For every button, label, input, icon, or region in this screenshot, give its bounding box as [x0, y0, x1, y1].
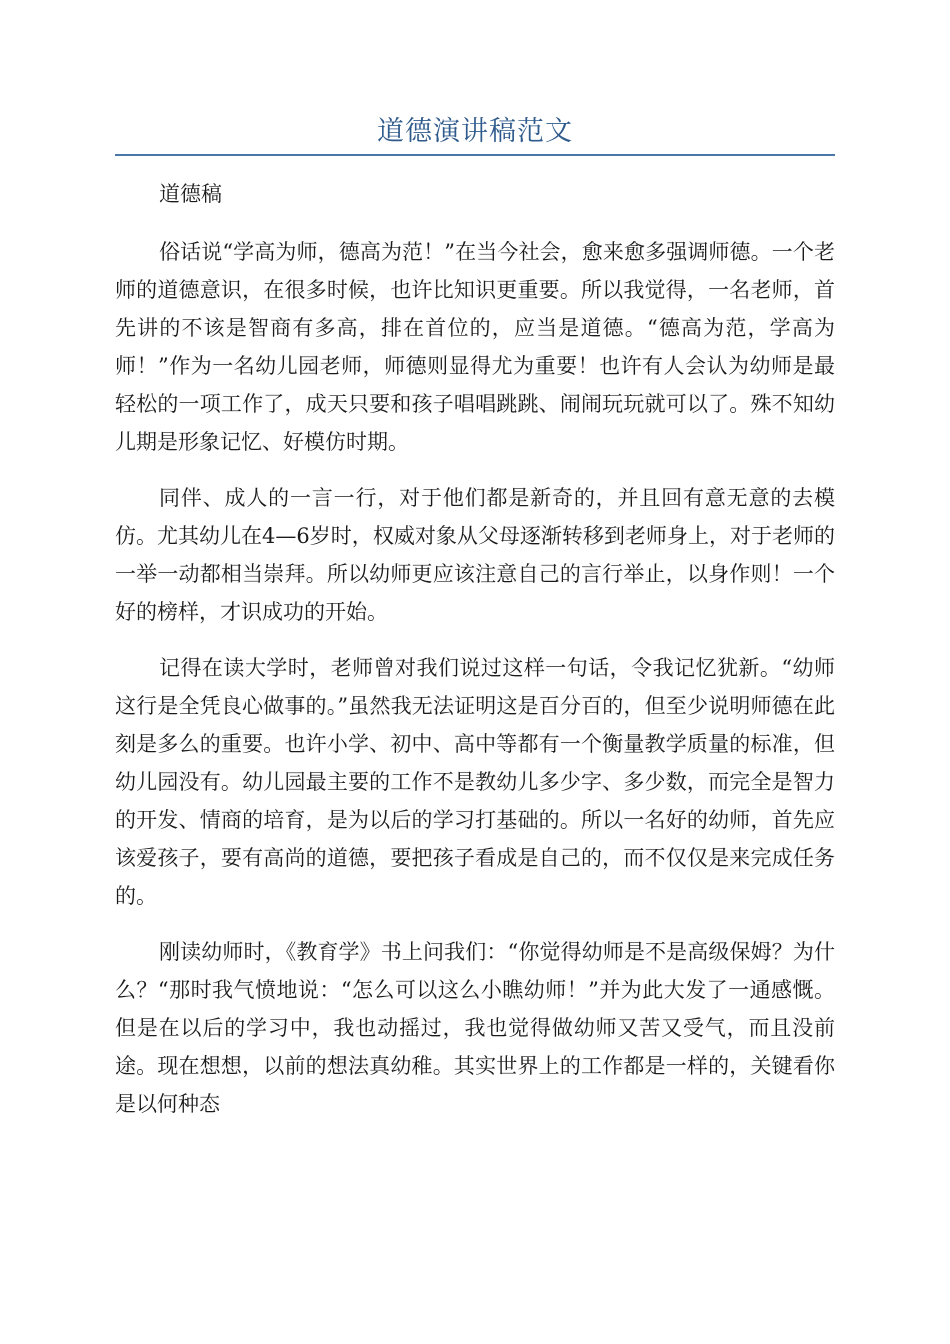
- paragraph-2: 同伴、成人的一言一行，对于他们都是新奇的，并且回有意无意的去模仿。尤其幼儿在4—6岁时，权威对象从父母逐渐转移到老师身上，对于老师的一举一动都相当崇拜。所以幼师更应该注意自己的言行举止，以身作则！一个好的榜样，才识成功的开始。: [115, 486, 835, 624]
- paragraph-1: 俗话说“学高为师，德高为范！”在当今社会，愈来愈多强调师德。一个老师的道德意识，在很多时候，也许比知识更重要。所以我觉得，一名老师，首先讲的不该是智商有多高，排在首位的，应当是道德。“德高为范，学高为师！”作为一名幼儿园老师，师德则显得尤为重要！也许有人会认为幼师是最轻松的一项工作了，成天只要和孩子唱唱跳跳、闹闹玩玩就可以了。殊不知幼儿期是形象记忆、好模仿时期。: [115, 240, 835, 454]
- document-body: [115, 175, 835, 1141]
- title-divider: [115, 154, 835, 156]
- paragraph-4: 刚读幼师时，《教育学》书上问我们：“你觉得幼师是不是高级保姆？为什么？“那时我气愤地说：“怎么可以这么小瞧幼师！”并为此大发了一通感慨。但是在以后的学习中，我也动摇过，我也觉得做幼师又苦又受气，而且没前途。现在想想，以前的想法真幼稚。其实世界上的工作都是一样的，关键看你是以何种态: [115, 940, 835, 1116]
- paragraph-3: 记得在读大学时，老师曾对我们说过这样一句话，令我记忆犹新。“幼师这行是全凭良心做事的。”虽然我无法证明这是百分百的，但至少说明师德在此刻是多么的重要。也许小学、初中、高中等都有一个衡量教学质量的标准，但幼儿园没有。幼儿园最主要的工作不是教幼儿多少字、多少数，而完全是智力的开发、情商的培育，是为以后的学习打基础的。所以一名好的幼师，首先应该爱孩子，要有高尚的道德，要把孩子看成是自己的，而不仅仅是来完成任务的。: [115, 656, 835, 908]
- document-subtitle: 道德稿: [159, 182, 222, 206]
- page-title: 道德演讲稿范文: [377, 116, 573, 147]
